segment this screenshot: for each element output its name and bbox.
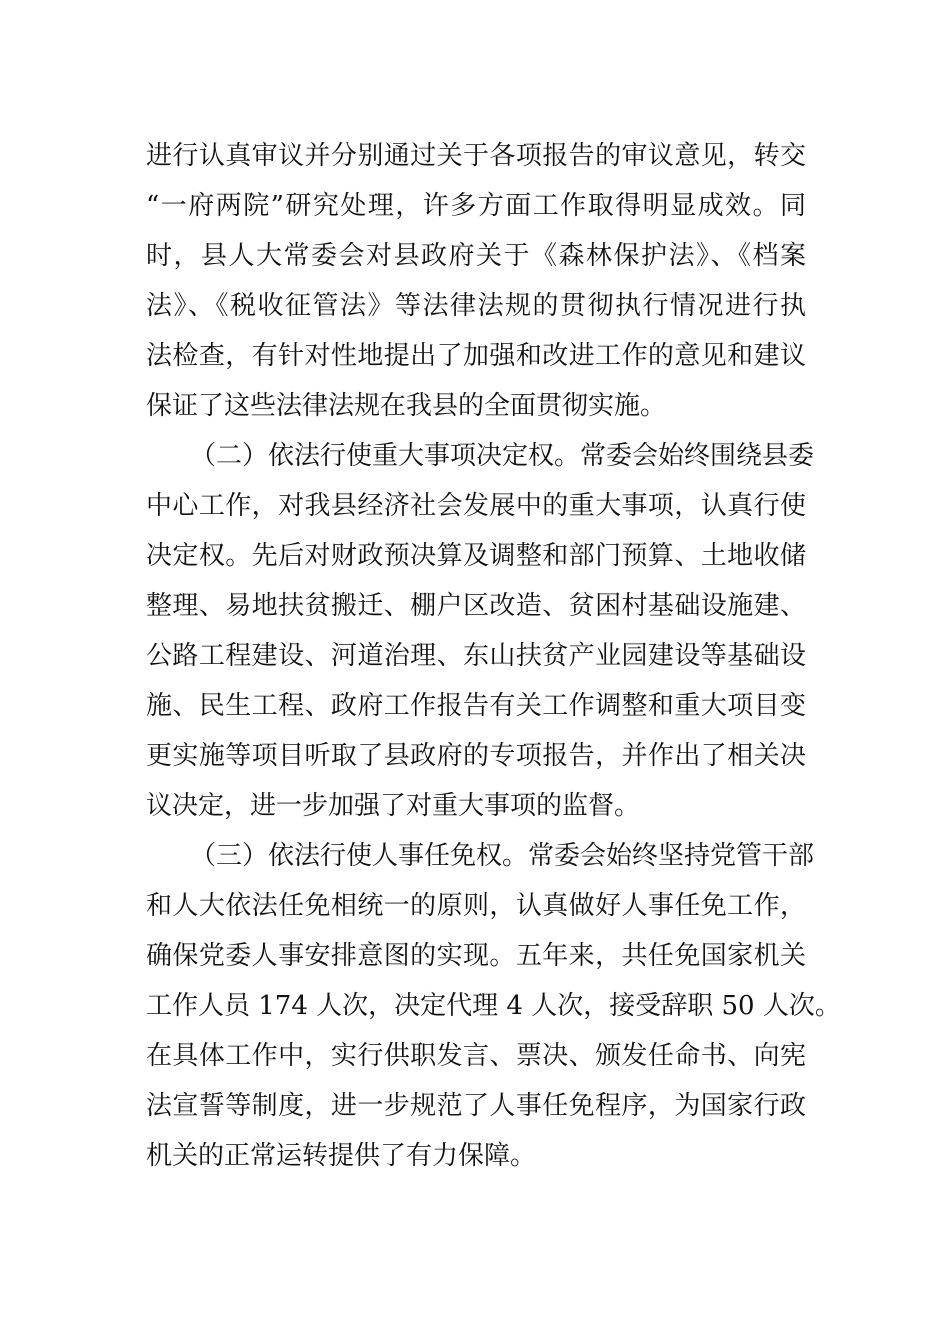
body-text <box>146 131 841 1181</box>
text-line: 时，县人大常委会对县政府关于《森林保护法》、《档案 <box>146 241 806 271</box>
text-line: “一府两院”研究处理，许多方面工作取得明显成效。同 <box>146 191 806 221</box>
text-line: 整理、易地扶贫搬迁、棚户区改造、贫困村基础设施建、 <box>146 591 806 621</box>
text-line: 在具体工作中，实行供职发言、票决、颁发任命书、向宪 <box>146 1041 806 1071</box>
text-line: 议决定，进一步加强了对重大事项的监督。 <box>146 791 641 821</box>
text-line: 进行认真审议并分别通过关于各项报告的审议意见，转交 <box>146 141 806 171</box>
text-line: 法检查，有针对性地提出了加强和改进工作的意见和建议 <box>146 341 806 371</box>
text-line: 保证了这些法律法规在我县的全面贯彻实施。 <box>146 391 667 421</box>
text-line: 施、民生工程、政府工作报告有关工作调整和重大项目变 <box>146 691 806 721</box>
text-line: 和人大依法任免相统一的原则，认真做好人事任免工作， <box>146 891 806 921</box>
section-heading-line: （三）依法行使人事任免权。常委会始终坚持党管干部 <box>190 841 815 871</box>
text-line: 法宣誓等制度，进一步规范了人事任免程序，为国家行政 <box>146 1091 806 1121</box>
text-line: 更实施等项目听取了县政府的专项报告，并作出了相关决 <box>146 741 806 771</box>
text-line: 法》、《税收征管法》等法律法规的贯彻执行情况进行执 <box>146 291 806 321</box>
text-line: 决定权。先后对财政预决算及调整和部门预算、土地收储 <box>146 541 806 571</box>
text-line: 中心工作，对我县经济社会发展中的重大事项，认真行使 <box>146 491 806 521</box>
text-line: 工作人员 174 人次，决定代理 4 人次，接受辞职 50 人次。 <box>146 991 841 1021</box>
text-line: 机关的正常运转提供了有力保障。 <box>146 1141 537 1171</box>
text-line: 确保党委人事安排意图的实现。五年来，共任免国家机关 <box>146 941 806 971</box>
text-line: 公路工程建设、河道治理、东山扶贫产业园建设等基础设 <box>146 641 806 671</box>
section-heading-line: （二）依法行使重大事项决定权。常委会始终围绕县委 <box>190 441 815 471</box>
